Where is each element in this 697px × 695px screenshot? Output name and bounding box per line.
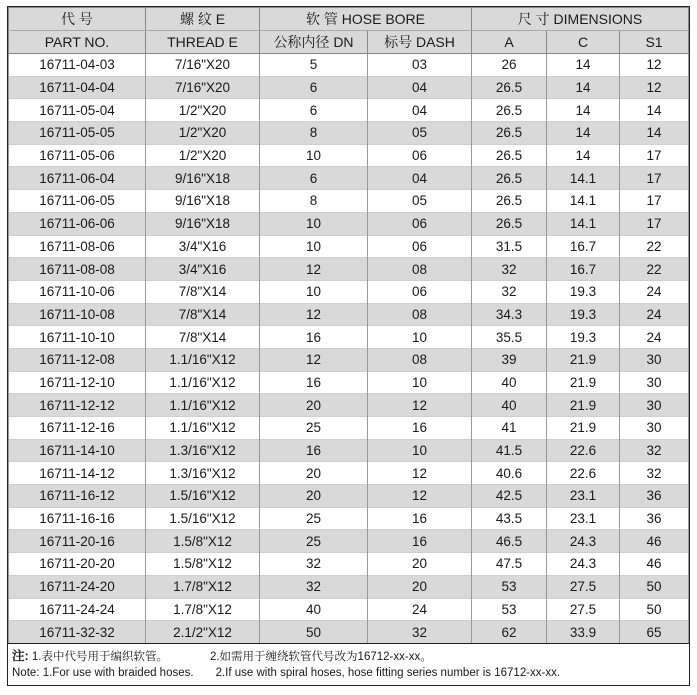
cell-c: 14	[547, 54, 620, 77]
cell-part-no: 16711-14-10	[9, 439, 146, 462]
cell-a: 31.5	[472, 235, 547, 258]
cell-a: 53	[472, 575, 547, 598]
cell-dash: 04	[368, 167, 472, 190]
cell-dn: 20	[260, 394, 368, 417]
cell-dn: 5	[260, 54, 368, 77]
note-lead-cn: 注:	[12, 648, 29, 663]
cell-dn: 6	[260, 167, 368, 190]
cell-part-no: 16711-24-20	[9, 575, 146, 598]
cell-part-no: 16711-06-06	[9, 212, 146, 235]
cell-dn: 12	[260, 303, 368, 326]
header-thread: THREAD E	[146, 31, 260, 54]
cell-s1: 32	[620, 439, 689, 462]
table-row	[9, 326, 689, 349]
cell-part-no: 16711-12-08	[9, 348, 146, 371]
note-lead-en: Note:	[12, 666, 40, 679]
cell-s1: 17	[620, 144, 689, 167]
note-cn-2: 2.如需用于缠绕软管代号改为16712-xx-xx。	[209, 650, 432, 663]
cell-dash: 06	[368, 212, 472, 235]
cell-s1: 12	[620, 76, 689, 99]
cell-dn: 25	[260, 417, 368, 440]
cell-dn: 32	[260, 553, 368, 576]
table-row	[9, 371, 689, 394]
cell-dn: 12	[260, 348, 368, 371]
cell-dn: 10	[260, 212, 368, 235]
cell-dash: 10	[368, 371, 472, 394]
table-row	[9, 394, 689, 417]
cell-thread: 1.1/16"X12	[146, 394, 260, 417]
cell-dn: 8	[260, 122, 368, 145]
cell-c: 21.9	[547, 371, 620, 394]
cell-c: 14	[547, 122, 620, 145]
table-row	[9, 258, 689, 281]
cell-a: 46.5	[472, 530, 547, 553]
cell-a: 32	[472, 258, 547, 281]
table-row	[9, 553, 689, 576]
cell-s1: 17	[620, 167, 689, 190]
cell-a: 42.5	[472, 485, 547, 508]
cell-c: 16.7	[547, 258, 620, 281]
table-row	[9, 122, 689, 145]
note-en-1: 1.For use with braided hoses.	[42, 666, 194, 679]
cell-c: 14	[547, 76, 620, 99]
cell-c: 14.1	[547, 212, 620, 235]
cell-c: 19.3	[547, 280, 620, 303]
cell-thread: 1.5/8"X12	[146, 553, 260, 576]
cell-thread: 1/2"X20	[146, 99, 260, 122]
cell-dn: 10	[260, 280, 368, 303]
table-row	[9, 530, 689, 553]
cell-dash: 10	[368, 326, 472, 349]
cell-dn: 20	[260, 485, 368, 508]
cell-c: 21.9	[547, 348, 620, 371]
table-row	[9, 417, 689, 440]
table-row	[9, 575, 689, 598]
cell-dn: 32	[260, 575, 368, 598]
note-line-en	[12, 665, 683, 681]
cell-s1: 12	[620, 54, 689, 77]
cell-c: 21.9	[547, 417, 620, 440]
cell-s1: 65	[620, 621, 689, 643]
cell-thread: 1.7/8"X12	[146, 575, 260, 598]
header-s1: S1	[620, 31, 689, 54]
cell-s1: 32	[620, 462, 689, 485]
cell-a: 40	[472, 371, 547, 394]
cell-thread: 7/8"X14	[146, 303, 260, 326]
cell-a: 41.5	[472, 439, 547, 462]
cell-dn: 6	[260, 76, 368, 99]
table-row	[9, 212, 689, 235]
cell-dn: 25	[260, 507, 368, 530]
header-c: C	[547, 31, 620, 54]
cell-dn: 50	[260, 621, 368, 643]
cell-part-no: 16711-08-06	[9, 235, 146, 258]
table-row	[9, 621, 689, 643]
cell-a: 26.5	[472, 212, 547, 235]
cell-thread: 9/16"X18	[146, 190, 260, 213]
cell-dn: 16	[260, 439, 368, 462]
table-row	[9, 462, 689, 485]
cell-a: 41	[472, 417, 547, 440]
cell-a: 39	[472, 348, 547, 371]
cell-s1: 14	[620, 99, 689, 122]
table-row	[9, 348, 689, 371]
cell-dn: 16	[260, 371, 368, 394]
table-row	[9, 439, 689, 462]
cell-part-no: 16711-32-32	[9, 621, 146, 643]
note-line-cn	[12, 648, 683, 665]
cell-s1: 17	[620, 212, 689, 235]
cell-thread: 7/8"X14	[146, 326, 260, 349]
cell-dash: 24	[368, 598, 472, 621]
cell-dash: 06	[368, 280, 472, 303]
cell-c: 24.3	[547, 530, 620, 553]
cell-c: 33.9	[547, 621, 620, 643]
notes	[8, 643, 689, 685]
cell-part-no: 16711-04-03	[9, 54, 146, 77]
cell-dn: 16	[260, 326, 368, 349]
cell-part-no: 16711-12-16	[9, 417, 146, 440]
cell-a: 26.5	[472, 167, 547, 190]
cell-a: 34.3	[472, 303, 547, 326]
cell-part-no: 16711-16-12	[9, 485, 146, 508]
cell-s1: 46	[620, 530, 689, 553]
cell-dn: 40	[260, 598, 368, 621]
cell-a: 26.5	[472, 99, 547, 122]
cell-c: 23.1	[547, 485, 620, 508]
header-dn: 公称内径 DN	[260, 31, 368, 54]
cell-thread: 1/2"X20	[146, 122, 260, 145]
cell-part-no: 16711-10-10	[9, 326, 146, 349]
cell-dn: 20	[260, 462, 368, 485]
cell-dash: 08	[368, 258, 472, 281]
table-row	[9, 280, 689, 303]
cell-a: 26.5	[472, 190, 547, 213]
table-row	[9, 99, 689, 122]
cell-s1: 30	[620, 371, 689, 394]
table-row	[9, 167, 689, 190]
cell-s1: 50	[620, 598, 689, 621]
table-row	[9, 76, 689, 99]
cell-thread: 1.1/16"X12	[146, 417, 260, 440]
cell-c: 27.5	[547, 598, 620, 621]
cell-thread: 3/4"X16	[146, 258, 260, 281]
cell-s1: 30	[620, 394, 689, 417]
cell-a: 35.5	[472, 326, 547, 349]
cell-dash: 08	[368, 303, 472, 326]
cell-c: 22.6	[547, 439, 620, 462]
note-en-2: 2.If use with spiral hoses, hose fitting series number is 16712-xx-xx.	[215, 666, 561, 679]
cell-a: 43.5	[472, 507, 547, 530]
cell-thread: 9/16"X18	[146, 167, 260, 190]
cell-part-no: 16711-14-12	[9, 462, 146, 485]
table-row	[9, 598, 689, 621]
header-part-no-cn: 代 号	[9, 8, 146, 31]
table-row	[9, 144, 689, 167]
cell-dn: 12	[260, 258, 368, 281]
cell-thread: 7/8"X14	[146, 280, 260, 303]
table-row	[9, 507, 689, 530]
table-header	[9, 8, 689, 54]
table-row	[9, 190, 689, 213]
cell-dash: 32	[368, 621, 472, 643]
cell-thread: 1.5/8"X12	[146, 530, 260, 553]
cell-thread: 1/2"X20	[146, 144, 260, 167]
cell-a: 62	[472, 621, 547, 643]
cell-a: 40	[472, 394, 547, 417]
cell-c: 22.6	[547, 462, 620, 485]
cell-thread: 1.7/8"X12	[146, 598, 260, 621]
cell-part-no: 16711-20-16	[9, 530, 146, 553]
cell-c: 23.1	[547, 507, 620, 530]
cell-dn: 8	[260, 190, 368, 213]
cell-s1: 24	[620, 326, 689, 349]
cell-thread: 9/16"X18	[146, 212, 260, 235]
cell-c: 24.3	[547, 553, 620, 576]
cell-dash: 03	[368, 54, 472, 77]
cell-a: 47.5	[472, 553, 547, 576]
cell-thread: 2.1/2"X12	[146, 621, 260, 643]
cell-a: 40.6	[472, 462, 547, 485]
cell-dash: 04	[368, 76, 472, 99]
table-row	[9, 303, 689, 326]
cell-thread: 7/16"X20	[146, 76, 260, 99]
cell-s1: 30	[620, 417, 689, 440]
cell-c: 21.9	[547, 394, 620, 417]
cell-a: 26.5	[472, 76, 547, 99]
cell-dash: 05	[368, 122, 472, 145]
header-dimensions: 尺 寸 DIMENSIONS	[472, 8, 689, 31]
cell-dash: 16	[368, 417, 472, 440]
cell-dash: 16	[368, 530, 472, 553]
header-row-1	[9, 8, 689, 31]
cell-part-no: 16711-24-24	[9, 598, 146, 621]
cell-a: 26	[472, 54, 547, 77]
cell-a: 32	[472, 280, 547, 303]
cell-part-no: 16711-12-12	[9, 394, 146, 417]
cell-dn: 10	[260, 144, 368, 167]
table-body	[9, 54, 689, 643]
cell-part-no: 16711-06-04	[9, 167, 146, 190]
cell-dash: 06	[368, 235, 472, 258]
cell-part-no: 16711-06-05	[9, 190, 146, 213]
cell-dash: 06	[368, 144, 472, 167]
cell-part-no: 16711-20-20	[9, 553, 146, 576]
cell-thread: 1.5/16"X12	[146, 507, 260, 530]
cell-c: 19.3	[547, 303, 620, 326]
cell-part-no: 16711-05-05	[9, 122, 146, 145]
table-row	[9, 485, 689, 508]
cell-s1: 17	[620, 190, 689, 213]
header-row-2	[9, 31, 689, 54]
header-dash: 标号 DASH	[368, 31, 472, 54]
cell-c: 19.3	[547, 326, 620, 349]
cell-dash: 05	[368, 190, 472, 213]
cell-s1: 22	[620, 258, 689, 281]
cell-thread: 7/16"X20	[146, 54, 260, 77]
header-a: A	[472, 31, 547, 54]
cell-c: 14	[547, 144, 620, 167]
cell-dash: 12	[368, 394, 472, 417]
header-part-no: PART NO.	[9, 31, 146, 54]
cell-dn: 25	[260, 530, 368, 553]
spec-sheet	[7, 6, 690, 686]
cell-dash: 20	[368, 553, 472, 576]
cell-s1: 30	[620, 348, 689, 371]
cell-thread: 1.1/16"X12	[146, 348, 260, 371]
fitting-spec-table	[8, 7, 689, 643]
cell-thread: 1.5/16"X12	[146, 485, 260, 508]
cell-a: 26.5	[472, 122, 547, 145]
cell-a: 53	[472, 598, 547, 621]
cell-thread: 3/4"X16	[146, 235, 260, 258]
cell-thread: 1.3/16"X12	[146, 439, 260, 462]
cell-s1: 46	[620, 553, 689, 576]
cell-part-no: 16711-05-06	[9, 144, 146, 167]
cell-part-no: 16711-12-10	[9, 371, 146, 394]
cell-c: 14.1	[547, 167, 620, 190]
cell-s1: 14	[620, 122, 689, 145]
cell-dn: 6	[260, 99, 368, 122]
cell-part-no: 16711-05-04	[9, 99, 146, 122]
cell-s1: 36	[620, 485, 689, 508]
cell-dash: 16	[368, 507, 472, 530]
header-hose-bore: 软 管 HOSE BORE	[260, 8, 472, 31]
cell-part-no: 16711-04-04	[9, 76, 146, 99]
cell-a: 26.5	[472, 144, 547, 167]
cell-dash: 12	[368, 485, 472, 508]
cell-c: 27.5	[547, 575, 620, 598]
table-row	[9, 54, 689, 77]
cell-dash: 12	[368, 462, 472, 485]
cell-c: 14	[547, 99, 620, 122]
cell-part-no: 16711-08-08	[9, 258, 146, 281]
cell-c: 14.1	[547, 190, 620, 213]
cell-dash: 08	[368, 348, 472, 371]
cell-c: 16.7	[547, 235, 620, 258]
cell-dash: 04	[368, 99, 472, 122]
cell-dash: 10	[368, 439, 472, 462]
cell-s1: 50	[620, 575, 689, 598]
cell-part-no: 16711-10-06	[9, 280, 146, 303]
header-thread-cn: 螺 纹 E	[146, 8, 260, 31]
cell-part-no: 16711-16-16	[9, 507, 146, 530]
cell-s1: 24	[620, 280, 689, 303]
cell-s1: 36	[620, 507, 689, 530]
cell-thread: 1.3/16"X12	[146, 462, 260, 485]
cell-s1: 22	[620, 235, 689, 258]
table-row	[9, 235, 689, 258]
cell-part-no: 16711-10-08	[9, 303, 146, 326]
cell-s1: 24	[620, 303, 689, 326]
cell-dash: 20	[368, 575, 472, 598]
note-cn-1: 1.表中代号用于编织软管。	[31, 650, 168, 663]
cell-thread: 1.1/16"X12	[146, 371, 260, 394]
cell-dn: 10	[260, 235, 368, 258]
